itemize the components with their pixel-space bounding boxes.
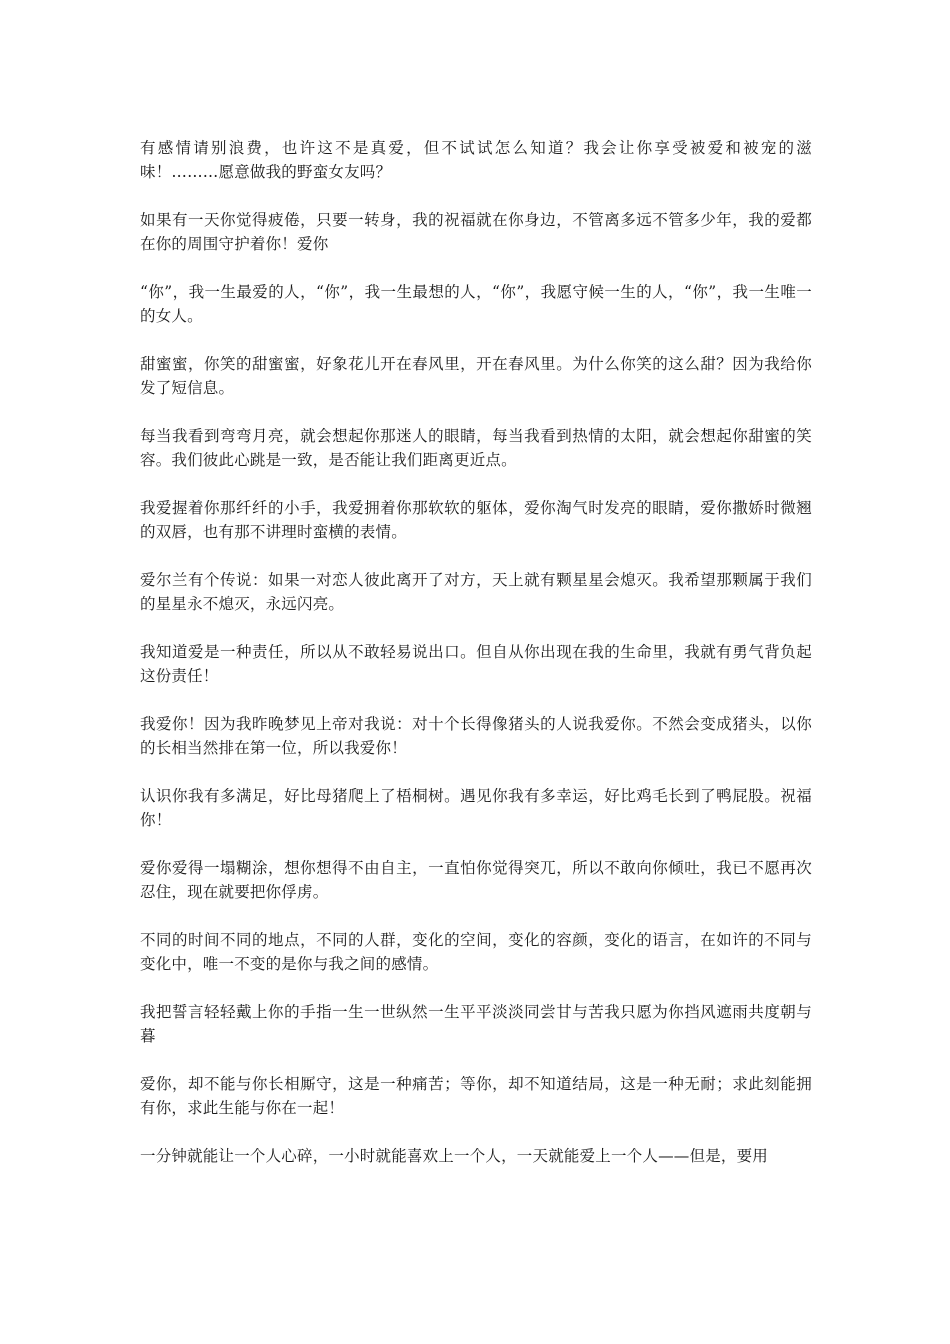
paragraph: 认识你我有多满足，好比母猪爬上了梧桐树。遇见你我有多幸运，好比鸡毛长到了鸭屁股。祝福你！ (140, 787, 812, 829)
paragraph: 我知道爱是一种责任，所以从不敢轻易说出口。但自从你出现在我的生命里，我就有勇气背负起这份责任！ (140, 643, 812, 685)
paragraph: 我爱你！因为我昨晚梦见上帝对我说：对十个长得像猪头的人说我爱你。不然会变成猪头，以你的长相当然排在第一位，所以我爱你！ (140, 715, 812, 757)
paragraph: 爱你，却不能与你长相厮守，这是一种痛苦；等你，却不知道结局，这是一种无耐；求此刻能拥有你，求此生能与你在一起！ (140, 1075, 812, 1117)
paragraph: 爱你爱得一塌糊涂，想你想得不由自主，一直怕你觉得突兀，所以不敢向你倾吐，我已不愿再次忍住，现在就要把你俘虏。 (140, 859, 812, 901)
paragraph: 甜蜜蜜，你笑的甜蜜蜜，好象花儿开在春风里，开在春风里。为什么你笑的这么甜？因为我给你发了短信息。 (140, 355, 812, 397)
paragraph: “你”，我一生最爱的人，“你”，我一生最想的人，“你”，我愿守候一生的人，“你”，我一生唯一的女人。 (140, 283, 812, 325)
paragraph: 爱尔兰有个传说：如果一对恋人彼此离开了对方，天上就有颗星星会熄灭。我希望那颗属于我们的星星永不熄灭，永远闪亮。 (140, 571, 812, 613)
paragraph: 不同的时间不同的地点，不同的人群，变化的空间，变化的容颜，变化的语言，在如许的不同与变化中，唯一不变的是你与我之间的感情。 (140, 931, 812, 973)
paragraph: 每当我看到弯弯月亮，就会想起你那迷人的眼睛，每当我看到热情的太阳，就会想起你甜蜜的笑容。我们彼此心跳是一致，是否能让我们距离更近点。 (140, 427, 812, 469)
document-body (140, 136, 812, 1192)
paragraph: 一分钟就能让一个人心碎，一小时就能喜欢上一个人，一天就能爱上一个人——但是，要用 (140, 1147, 769, 1165)
paragraph: 我把誓言轻轻戴上你的手指一生一世纵然一生平平淡淡同尝甘与苦我只愿为你挡风遮雨共度朝与暮 (140, 1003, 812, 1045)
paragraph: 如果有一天你觉得疲倦，只要一转身，我的祝福就在你身边，不管离多远不管多少年，我的爱都在你的周围守护着你！爱你 (140, 211, 812, 253)
paragraph: 我爱握着你那纤纤的小手，我爱拥着你那软软的躯体，爱你淘气时发亮的眼睛，爱你撒娇时微翘的双唇，也有那不讲理时蛮横的表情。 (140, 499, 812, 541)
paragraph: 有感情请别浪费，也许这不是真爱，但不试试怎么知道？我会让你享受被爱和被宠的滋味！………愿意做我的野蛮女友吗？ (140, 139, 812, 181)
